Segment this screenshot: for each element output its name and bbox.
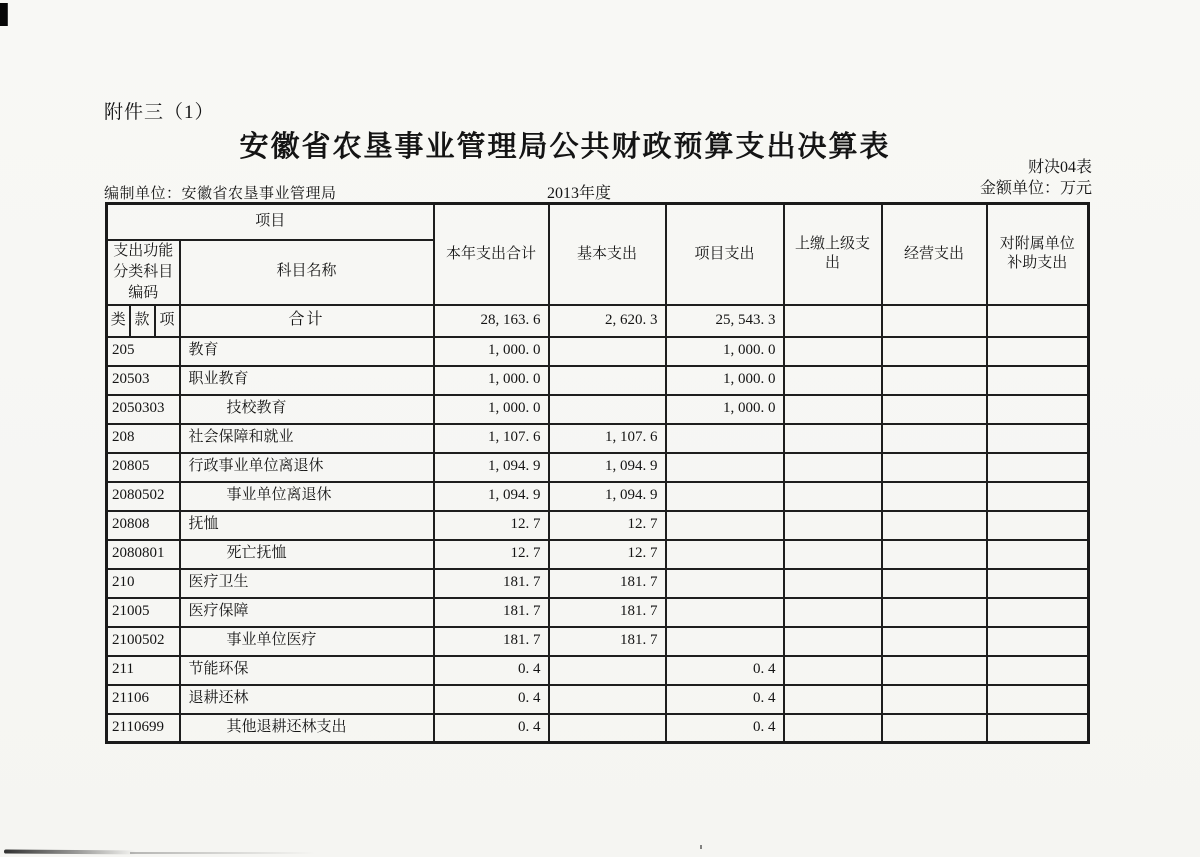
row-code: 21005 [107, 598, 180, 627]
row-value [784, 482, 882, 511]
row-code: 211 [107, 656, 180, 685]
row-value [987, 366, 1089, 395]
row-value [784, 453, 882, 482]
header-col-upturned-expenditure: 上缴上级支出 [784, 204, 882, 305]
row-value: 1, 094. 9 [434, 482, 549, 511]
row-value [987, 627, 1089, 656]
row-value: 12. 7 [434, 540, 549, 569]
row-value: 181. 7 [549, 598, 666, 627]
row-value [784, 366, 882, 395]
row-value: 0. 4 [666, 714, 784, 743]
header-col-project-expenditure: 项目支出 [666, 204, 784, 305]
row-value: 1, 000. 0 [666, 337, 784, 366]
row-value [784, 395, 882, 424]
row-value [666, 453, 784, 482]
total-row-value: 28, 163. 6 [434, 305, 549, 337]
row-value [987, 569, 1089, 598]
row-code: 2110699 [107, 714, 180, 743]
row-subject-name: 社会保障和就业 [180, 424, 434, 453]
row-value: 181. 7 [434, 598, 549, 627]
row-value [987, 424, 1089, 453]
row-value [882, 685, 987, 714]
row-value [987, 453, 1089, 482]
row-value [882, 569, 987, 598]
table-row [107, 424, 1089, 453]
table-row [107, 482, 1089, 511]
scan-artifact-bottom-smudge [4, 850, 136, 855]
row-value [666, 540, 784, 569]
code-sub-item: 项 [155, 305, 180, 337]
header-col-operating-expenditure: 经营支出 [882, 204, 987, 305]
scan-artifact-top-left [0, 3, 8, 26]
scan-artifact-bottom-smudge-faint [130, 852, 315, 854]
row-value: 1, 094. 9 [549, 453, 666, 482]
row-value [987, 395, 1089, 424]
row-value [882, 511, 987, 540]
row-value: 1, 000. 0 [666, 366, 784, 395]
table-total-row [107, 305, 1089, 337]
row-value: 0. 4 [666, 685, 784, 714]
row-value [882, 714, 987, 743]
fiscal-year: 2013年度 [547, 185, 612, 202]
header-project: 项目 [107, 204, 434, 240]
row-subject-name: 抚恤 [180, 511, 434, 540]
form-code-label: 财决04表 [1027, 159, 1092, 176]
prepared-by [104, 182, 337, 203]
code-sub-class: 类 [107, 305, 130, 337]
table-body [107, 337, 1089, 743]
row-value [987, 511, 1089, 540]
row-value: 0. 4 [434, 685, 549, 714]
total-row-value: 25, 543. 3 [666, 305, 784, 337]
table-row [107, 453, 1089, 482]
row-value: 1, 094. 9 [549, 482, 666, 511]
row-code: 21106 [107, 685, 180, 714]
row-value: 0. 4 [666, 656, 784, 685]
table-row [107, 511, 1089, 540]
row-value: 1, 000. 0 [666, 395, 784, 424]
row-subject-name: 职业教育 [180, 366, 434, 395]
row-value [882, 656, 987, 685]
row-subject-name: 教育 [180, 337, 434, 366]
row-value [666, 569, 784, 598]
row-value [882, 337, 987, 366]
row-value [882, 424, 987, 453]
row-value [987, 714, 1089, 743]
row-subject-name: 死亡抚恤 [180, 540, 434, 569]
row-value [987, 598, 1089, 627]
row-value: 181. 7 [549, 569, 666, 598]
row-code: 2080502 [107, 482, 180, 511]
total-row-value [987, 305, 1089, 337]
row-value: 181. 7 [549, 627, 666, 656]
row-value [666, 511, 784, 540]
row-code: 20805 [107, 453, 180, 482]
row-value [987, 482, 1089, 511]
row-value [882, 395, 987, 424]
row-code: 210 [107, 569, 180, 598]
row-subject-name: 医疗保障 [180, 598, 434, 627]
header-function-code: 支出功能分类科目编码 [107, 240, 180, 305]
row-value [882, 482, 987, 511]
row-value [549, 714, 666, 743]
row-code: 205 [107, 337, 180, 366]
header-col-subsidy-expenditure: 对附属单位补助支出 [987, 204, 1089, 305]
row-value: 12. 7 [549, 511, 666, 540]
row-value [784, 337, 882, 366]
row-value: 12. 7 [549, 540, 666, 569]
total-row-value [784, 305, 882, 337]
table-header [107, 204, 1089, 305]
row-code: 20503 [107, 366, 180, 395]
row-value [784, 685, 882, 714]
row-subject-name: 行政事业单位离退休 [180, 453, 434, 482]
total-row-value: 2, 620. 3 [549, 305, 666, 337]
table-row [107, 656, 1089, 685]
row-value [549, 366, 666, 395]
row-value [784, 627, 882, 656]
row-subject-name: 事业单位医疗 [180, 627, 434, 656]
row-value: 1, 094. 9 [434, 453, 549, 482]
header-col-total-expenditure: 本年支出合计 [434, 204, 549, 305]
row-subject-name: 其他退耕还林支出 [180, 714, 434, 743]
budget-table [105, 202, 1090, 744]
table-row [107, 395, 1089, 424]
document-title: 安徽省农垦事业管理局公共财政预算支出决算表 [239, 131, 891, 163]
table-row [107, 366, 1089, 395]
row-value: 1, 000. 0 [434, 395, 549, 424]
table-row [107, 337, 1089, 366]
row-value: 1, 107. 6 [434, 424, 549, 453]
row-subject-name: 技校教育 [180, 395, 434, 424]
row-subject-name: 退耕还林 [180, 685, 434, 714]
total-row-label: 合计 [180, 305, 434, 337]
row-value: 1, 107. 6 [549, 424, 666, 453]
row-value [784, 540, 882, 569]
row-value [784, 656, 882, 685]
code-sub-section: 款 [130, 305, 155, 337]
row-value [987, 540, 1089, 569]
row-value [784, 511, 882, 540]
row-value [666, 424, 784, 453]
row-value [784, 569, 882, 598]
row-value [882, 540, 987, 569]
row-value [549, 337, 666, 366]
row-value [666, 598, 784, 627]
row-value [549, 685, 666, 714]
row-code: 2050303 [107, 395, 180, 424]
row-value [784, 714, 882, 743]
prepared-by-label: 编制单位： [104, 186, 182, 202]
row-value [784, 424, 882, 453]
row-value: 0. 4 [434, 714, 549, 743]
row-value [987, 656, 1089, 685]
table-row [107, 540, 1089, 569]
row-value [882, 453, 987, 482]
row-value: 1, 000. 0 [434, 337, 549, 366]
row-value [549, 395, 666, 424]
total-row-value [882, 305, 987, 337]
amount-unit-label: 金额单位：万元 [979, 180, 1092, 197]
row-code: 20808 [107, 511, 180, 540]
row-value: 0. 4 [434, 656, 549, 685]
row-value [987, 337, 1089, 366]
table-row [107, 569, 1089, 598]
row-code: 208 [107, 424, 180, 453]
header-col-basic-expenditure: 基本支出 [549, 204, 666, 305]
table-row [107, 685, 1089, 714]
row-code: 2100502 [107, 627, 180, 656]
row-value: 12. 7 [434, 511, 549, 540]
table-row [107, 714, 1089, 743]
row-value: 181. 7 [434, 627, 549, 656]
row-subject-name: 事业单位离退休 [180, 482, 434, 511]
table-row [107, 627, 1089, 656]
row-value: 1, 000. 0 [434, 366, 549, 395]
attachment-label: 附件三（1） [104, 102, 215, 123]
scan-artifact-dot [700, 845, 702, 849]
row-value [784, 598, 882, 627]
row-value [882, 598, 987, 627]
prepared-by-value: 安徽省农垦事业管理局 [181, 186, 337, 202]
header-subject-name: 科目名称 [180, 240, 434, 305]
row-value [666, 482, 784, 511]
header-row-project [107, 204, 1089, 240]
row-value: 181. 7 [434, 569, 549, 598]
table-row [107, 598, 1089, 627]
row-subject-name: 医疗卫生 [180, 569, 434, 598]
row-value [882, 366, 987, 395]
row-subject-name: 节能环保 [180, 656, 434, 685]
row-value [882, 627, 987, 656]
row-value [987, 685, 1089, 714]
row-value [666, 627, 784, 656]
row-code: 2080801 [107, 540, 180, 569]
row-value [549, 656, 666, 685]
